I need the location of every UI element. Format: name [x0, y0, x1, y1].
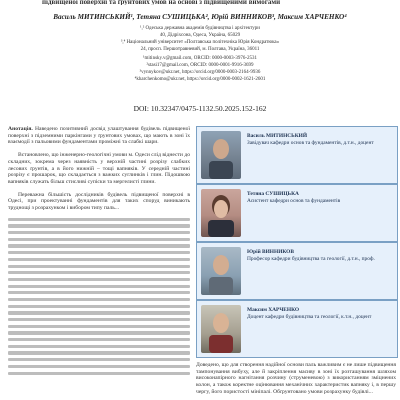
author-name-4: Максим ХАРЧЕНКО [247, 307, 300, 313]
abstract-text: Наведено позитивний досвід улаштування будівель підвищеної поверхні з підземними паркінгами у ґрунтових умовах, що мають в зоні їх взаємодії з пальовими фундаментами проміжні та слабкі шари. [8, 126, 190, 146]
authors-line: Василь МИТИНСЬКИЙ¹, Тетяна СУШИЦЬКА², Юрій ВИННИКОВ³, Максим ХАРЧЕНКО⁴ [53, 13, 347, 21]
author-card-1 [196, 126, 398, 184]
author-position-1: Завідувач кафедри основ та фундаментів, д.т.н., доцент [247, 139, 374, 146]
email-line-2: ²stasi17@gmail.com, ORCID: 0000-0001-9916-3699 [146, 63, 254, 68]
right-column-text: Доведено, що для створення надійної основи паль важливим є не лише підвищення тампонування вибуху, але й закріплення масиву в зоні їх розташування шляхом високонапірного нагнітання розчину (струменевою) з використанням зміцнених колон, а також коректне оцінювання механічних характеристик вапняку і, в першу чергу, його пористостi мініпалі. Обґрунтовано умови розрахунку будівлі... [196, 362, 396, 395]
author-photo-1 [201, 131, 241, 179]
article-title-fragment: підвищеної поверхні та ґрунтових умов на основі з підвищеними вимогами [42, 0, 281, 5]
author-photo-3 [201, 247, 241, 295]
author-name-1: Василь МИТИНСЬКИЙ [247, 133, 308, 139]
author-position-4: Доцент кафедри будівництва та геології, к.т.н., доцент [247, 313, 372, 320]
author-card-4 [196, 300, 398, 358]
author-name-3: Юрій ВИННИКОВ [247, 249, 294, 255]
affiliation-line-2: 40, Дідрiхсона, Одеса, Україна, 65029 [159, 33, 241, 38]
email-line-1: ¹mitinsky.v@gmail.com, ORCID: 0000-0003-3976-2531 [143, 56, 257, 61]
text-placeholder [8, 218, 190, 375]
affiliation-line-1: ¹,² Одеська державна академія будівництва і архітектури [140, 26, 260, 31]
affiliation-line-4: 24, просп. Першотравневий, м. Полтава, Україна, 36011 [140, 47, 260, 52]
author-photo-2 [201, 189, 241, 237]
abstract-label: Анотація. [8, 126, 33, 132]
author-name-2: Тетяна СУШИЦЬКА [247, 191, 299, 197]
paragraph-2: Переважна більшість дослідників будівель підвищеної поверхні в Одесі, при проектуванні фундаментів для таких споруд виникають труднощі з розрахунком і вибором типу паль... [8, 191, 190, 212]
author-photo-4 [201, 305, 241, 353]
paragraph-1: Встановлено, що інженерно-геологічні умови м. Одеси слід віднести до складних, зокрема через наявність у верхній частині розрізу слабких лесових ґрунтів, а в його нижній – тощі вапняків. У середній частині розрізу є прошарок, що складається з важких суглинків і глин. Підошвою вапняків служать більш стисливі супіски та мергелисті глини. [8, 152, 190, 185]
left-column [8, 126, 190, 396]
author-card-3 [196, 242, 398, 300]
author-card-2 [196, 184, 398, 242]
email-line-4: ⁴kharchenkomo@ukr.net, https://orcid.org/0000-0002-1621-2601 [134, 77, 266, 82]
author-position-3: Професор кафедри будівництва та геології, д.т.н., проф. [247, 255, 375, 262]
affiliation-line-3: ³,⁴ Національний університет «Полтавська політехніка Юрія Кондратюка» [120, 40, 280, 45]
email-line-3: ³vynnykov@ukr.net, https://orcid.org/0000-0003-2164-9936 [139, 70, 261, 75]
doi-line: DOI: 10.32347/0475-1132.50.2025.152-162 [133, 104, 267, 113]
author-position-2: Асистент кафедри основ та фундаментів [247, 197, 341, 204]
